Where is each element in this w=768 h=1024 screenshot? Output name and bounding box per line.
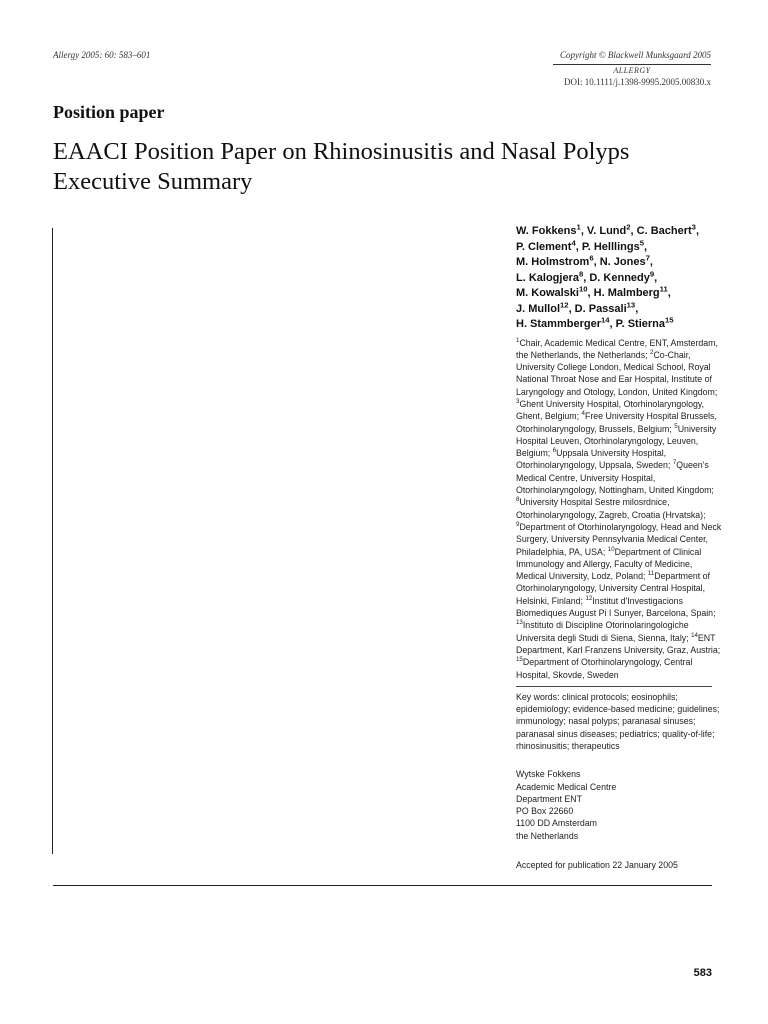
affiliation-marker: 2 [626,222,631,232]
address-line: the Netherlands [516,830,579,841]
author-name: , [635,302,639,315]
copyright-notice: Copyright © Blackwell Munksgaard 2005 [560,50,711,60]
affiliation-text: Uppsala University Hospital, Otorhinolaryngology, Uppsala, Sweden; [516,448,673,471]
affiliation-marker: 15 [664,315,674,325]
author-name: , [644,240,648,253]
journal-name: ALLERGY [553,64,711,75]
affiliation-marker: 5 [639,237,644,247]
affiliation-marker: 8 [578,268,584,278]
affiliation-marker: 13 [626,299,636,309]
author-name: , V. Lund [580,225,627,237]
affiliation-marker: 2 [650,348,654,356]
author-name: , H. Malmberg [587,287,660,299]
affiliation-text: University Hospital Leuven, Otorhinolaryngology, Leuven, Belgium; [516,423,717,459]
author-line [516,224,724,240]
affiliation-marker: 7 [672,459,677,467]
author-line [516,299,724,318]
affiliation-marker: 11 [647,570,655,578]
author-name: , [649,256,653,268]
author-name: M. Kowalski [516,287,579,299]
affiliation-marker: 6 [552,447,557,455]
affiliation-marker: 14 [600,315,610,325]
divider [516,686,712,687]
paper-title-line: EAACI Position Paper on Rhinosinusitis and Nasal Polyps [53,138,630,165]
section-label: Position paper [53,102,165,122]
affiliation-marker: 7 [645,253,650,263]
author-name: P. Clement [516,240,572,253]
affiliation-marker: 11 [659,284,668,294]
address-line: 1100 DD Amsterdam [516,818,597,829]
affiliation-marker: 3 [691,222,696,232]
journal-reference: Allergy 2005: 60: 583–601 [53,50,151,60]
address-line: Academic Medical Centre [516,781,617,792]
page-number: 583 [693,967,712,979]
doi: DOI: 10.1111/j.1398-9995.2005.00830.x [564,77,711,87]
author-name: W. Fokkens [516,225,577,237]
author-name: M. Holmstrom [516,256,590,268]
paper-title-line: Executive Summary [53,168,253,195]
address-line: Department ENT [516,793,582,804]
affiliation-text: ENT Department, Karl Franzens University, Graz, Austria; [516,632,721,655]
author-name: , [695,225,700,237]
author-name: J. Mullol [516,302,560,315]
affiliation-marker: 4 [571,237,576,247]
address-line: Wytske Fokkens [516,769,581,780]
paper-title [53,137,693,197]
author-name: , P. Helllings [575,240,640,253]
affiliation-marker: 5 [674,422,678,430]
affiliation-text: Department of Otorhinolaryngology, University Central Hospital, Helsinki, Finland; [516,571,710,606]
author-line [516,268,724,287]
affiliation-marker: 8 [516,496,520,504]
author-name: , D. Kennedy [583,271,650,284]
author-info-column [516,224,724,870]
author-line [516,255,724,271]
bottom-rule [53,885,712,886]
affiliation-marker: 12 [585,594,593,602]
affiliation-marker: 4 [581,410,585,418]
author-name: , N. Jones [593,256,646,268]
author-name: H. Stammberger [516,318,601,330]
affiliation-marker: 1 [516,336,520,344]
affiliation-marker: 14 [691,631,698,639]
affiliation-text: Department of Clinical Immunology and Allergy, Faculty of Medicine, Medical University, Lodz, Poland; [516,546,702,582]
keywords: Key words: clinical protocols; eosinophils; epidemiology; evidence-based medicine; guidelines; immunology; nasal polyps; paranasal sinuses; paranasal sinus diseases; pediatrics; quality-of-life; rhinosinusitis; therapeutics [516,691,720,751]
accepted-date: Accepted for publication 22 January 2005 [516,860,678,871]
affiliation-text: University Hospital Sestre milosrdnice, Otorhinolaryngology, Zagreb, Croatia (Hrvatska); [516,497,706,520]
author-name: , [654,271,658,284]
affiliation-marker: 3 [516,398,520,406]
affiliation-marker: 10 [578,284,588,294]
affiliation-marker: 9 [516,521,520,529]
affiliation-marker: 9 [649,268,655,278]
author-line [516,237,724,256]
affiliation-text: Department of Otorhinolaryngology, Head and Neck Surgery, University Pennsylvania Medical Center, Philadelphia, PA, USA; [516,521,722,557]
correspondence-address [516,768,724,842]
affiliation-text: Institut d'Investigacions Biomediques August Pi I Sunyer, Barcelona, Spain; [516,595,716,619]
affiliation-marker: 6 [589,253,594,263]
author-line [516,286,724,302]
affiliation-marker: 13 [516,619,523,627]
author-name: , P. Stierna [609,318,665,330]
affiliation-text: Chair, Academic Medical Centre, ENT, Amsterdam, the Netherlands, the Netherlands; [516,337,718,360]
affiliation-text: Free University Hospital Brussels, Otorhinolaryngology, Brussels, Belgium; [516,411,717,434]
affiliation-marker: 12 [560,299,569,309]
address-line: PO Box 22660 [516,806,574,817]
affiliation-marker: 1 [576,222,581,232]
affiliation-marker: 15 [516,656,523,664]
author-name: , C. Bachert [630,225,692,237]
affiliation-text: Co-Chair, University College London, Medical School, Royal National Throat Nose and Ear Hospital, Institute of Laryngology and Otology, London, United Kingdom; [516,349,718,397]
affiliation-text: Instituto di Discipline Otorinolaringologiche Universita degli Studi di Siena, Sienna, Italy; [516,620,692,643]
affiliation-text: Ghent University Hospital, Otorhinolaryngology, Ghent, Belgium; [516,398,705,422]
affiliations [516,337,724,681]
author-line [516,317,724,333]
author-name: , D. Passali [568,302,627,315]
author-list [516,224,724,333]
affiliation-text: Queen's Medical Centre, University Hospital, Otorhinolaryngology, Nottingham, United Kingdom; [516,460,714,496]
affiliation-text: Department of Otorhinolaryngology, Central Hospital, Skovde, Sweden [516,657,693,680]
author-name: , [667,287,671,299]
author-name: L. Kalogjera [516,271,579,284]
affiliation-marker: 10 [607,545,615,553]
abstract-column-rule [52,228,53,854]
